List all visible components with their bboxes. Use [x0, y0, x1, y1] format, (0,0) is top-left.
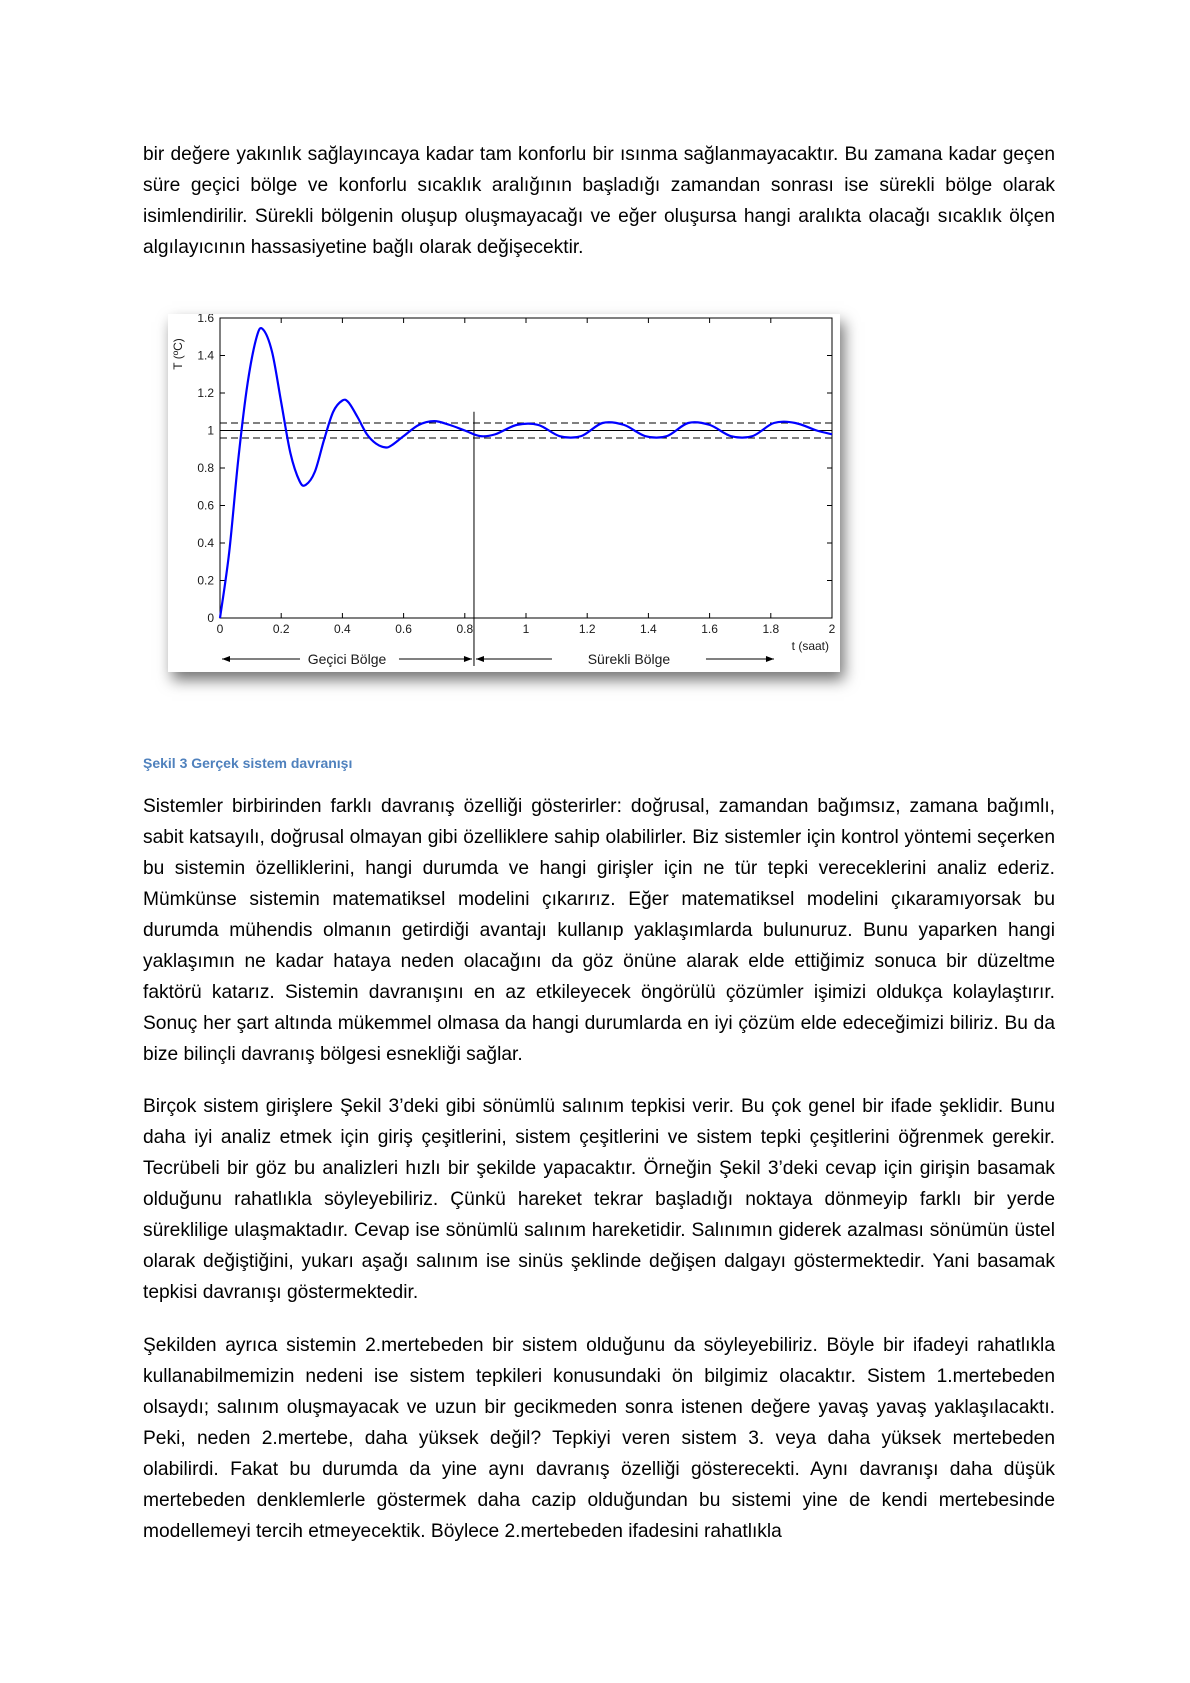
x-tick-label: 0.6: [395, 622, 412, 636]
steady-region-label: Sürekli Bölge: [587, 651, 671, 667]
figure-caption: Şekil 3 Gerçek sistem davranışı: [143, 755, 353, 771]
x-tick-label: 0.2: [272, 622, 290, 636]
y-tick-label: 0.2: [197, 573, 214, 588]
x-tick-label: 0.8: [456, 622, 474, 636]
x-axis-label: t (saat): [791, 639, 829, 653]
paragraph-3: Şekilden ayrıca sistemin 2.mertebeden bir sistem olduğunu da söyleyebiliriz. Böyle bir ifadeyi rahatlıkla kullanabilmemizin nedeni ise sistem tepkileri konusundaki ön bilgimiz olacaktır. Sistem 1.mertebeden olsaydı; salınım oluşmayacak ve uzun bir gecikmeden sonra istenen değere yavaş yavaş yaklaşılacaktı. Peki, neden 2.mertebe, daha yüksek değil? Tepkiyi veren sistem 3. veya daha yüksek mertebeden olabilirdi. Fakat bu durumda da yine aynı davranış özelliği gösterecekti. Aynı davranışı daha düşük mertebeden denklemlerle göstermek daha cazip olduğundan bu sistemi yine de kendi mertebesinde modellemeyi tercih etmeyecektik. Böylece 2.mertebeden ifadesini rahatlıkla: [143, 1335, 1055, 1542]
transient-region-label: Geçici Bölge: [307, 651, 387, 667]
y-tick-label: 1.6: [197, 314, 214, 325]
x-tick-label: 0: [216, 622, 224, 636]
y-tick-label: 1.4: [197, 348, 214, 363]
steady-arrow-left-head: [476, 656, 484, 662]
paragraph-1: Sistemler birbirinden farklı davranış özelliği gösterirler: doğrusal, zamandan bağımsız, zamana bağımlı, sabit katsayılı, doğrusal olmayan gibi özelliklere sahip olabilirler. Biz sistemler için kontrol yöntemi seçerken bu sistemin özelliklerini, hangi durumda ve hangi girişler için ne tür tepki vereceklerini analiz ederiz. Mümkünse sistemin matematiksel modelini çıkarırız. Eğer matematiksel modelini çıkaramıyorsak bu durumda mühendis olmanın getirdiği avantajı kullanıp yaklaşımlarda bulunuruz. Bunu yaparken hangi yaklaşımın ne kadar hataya neden olacağını da göz önüne alarak elde ettiğimiz sonuca bir düzeltme faktörü katarız. Sistemin davranışını en az etkileyecek öngörülü çözümler işimizi oldukça kolaylaştırır. Sonuç her şart altında mükemmel olmasa da hangi durumlarda en iyi çözüm elde edeceğimizi biliriz. Bu da bize bilinçli davranış bölgesi esnekliği sağlar.: [143, 796, 1055, 1065]
plot-area: [220, 318, 832, 618]
steady-arrow-right-head: [766, 656, 774, 662]
y-tick-label: 1: [207, 423, 214, 438]
y-tick-label: 1.2: [197, 386, 214, 400]
x-tick-label: 1.6: [701, 622, 718, 636]
y-tick-label: 0.8: [197, 461, 214, 475]
step-response-plot: [168, 314, 840, 672]
y-tick-label: 0.4: [197, 536, 214, 550]
y-axis-label: T (ºC): [171, 338, 185, 370]
transient-arrow-left-head: [222, 656, 230, 662]
paragraph-top: bir değere yakınlık sağlayıncaya kadar tam konforlu bir ısınma sağlanmayacaktır. Bu zamana kadar geçen süre geçici bölge ve konforlu sıcaklık aralığının başladığı zamandan sonrası ise sürekli bölge olarak isimlendirilir. Sürekli bölgenin oluşup oluşmayacağı ve eğer oluşursa hangi aralıkta olacağı sıcaklık ölçen algılayıcının hassasiyetine bağlı olarak değişecektir.: [143, 144, 1055, 258]
figure-3-chart: [168, 314, 840, 672]
paragraph-2: Birçok sistem girişlere Şekil 3’deki gibi sönümlü salınım tepkisi verir. Bu çok genel bir ifade şeklidir. Bunu daha iyi analiz etmek için giriş çeşitlerini, sistem çeşitlerini ve sistem tepki çeşitlerini öğrenmek gerekir. Tecrübeli bir göz bu analizleri hızlı bir şekilde yapacaktır. Örneğin Şekil 3’deki cevap için girişin basamak olduğunu rahatlıkla söyleyebiliriz. Çünkü hareket tekrar başladığı noktaya dönmeyip farklı bir yerde süreklilige ulaşmaktadır. Cevap ise sönümlü salınım hareketidir. Salınımın giderek azalması sönümün üstel olarak değiştiğini, yukarı aşağı salınım ise sinüs şeklinde değişen dalgayı göstermektedir. Yani basamak tepkisi davranışı göstermektedir.: [143, 1096, 1055, 1303]
x-tick-label: 1.4: [640, 622, 657, 636]
y-tick-label: 0: [207, 611, 214, 625]
x-tick-label: 1.2: [578, 622, 596, 636]
x-tick-label: 2: [828, 622, 836, 636]
x-tick-label: 1: [522, 622, 530, 636]
x-tick-label: 1.8: [762, 622, 780, 636]
x-tick-label: 0.4: [334, 622, 351, 636]
transient-arrow-right-head: [464, 656, 472, 662]
y-tick-label: 0.6: [197, 498, 214, 513]
